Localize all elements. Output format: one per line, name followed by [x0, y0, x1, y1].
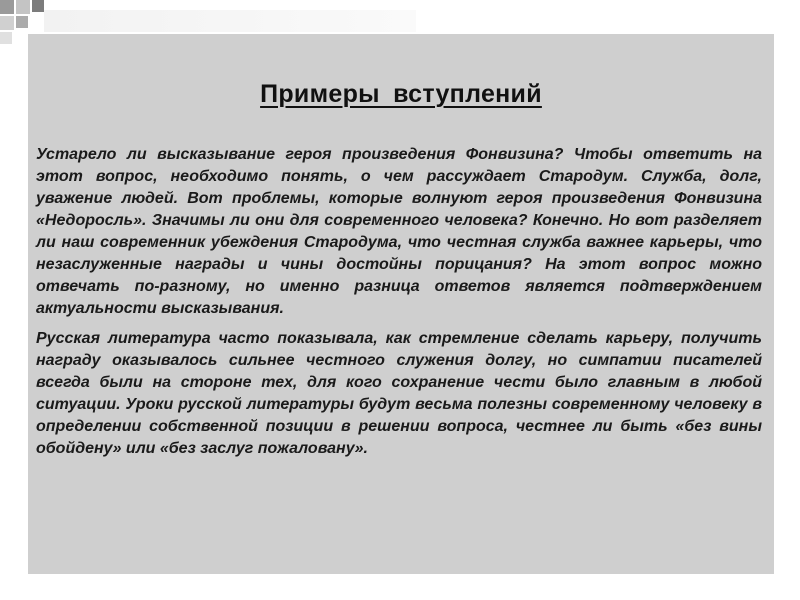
slide-body: [36, 144, 762, 468]
decor-square: [32, 0, 44, 12]
paragraph-2: Русская литература часто показывала, как стремление сделать карьеру, получить награду оказывалось сильнее честного служения долгу, но симпатии писателей всегда были на стороне тех, для кого сохранение чести было главным в любой ситуации. Уроки русской литературы будут весьма полезны современному человеку в определении собственной позиции в решении вопроса, честнее ли быть «без вины обойдену» или «без заслуг пожаловану».: [36, 330, 762, 457]
slide-title: [28, 80, 774, 109]
content-panel: [28, 34, 774, 574]
paragraph-1: Устарело ли высказывание героя произведения Фонвизина? Чтобы ответить на этот вопрос, необходимо понять, о чем рассуждает Стародум. Служба, долг, уважение людей. Вот проблемы, которые волнуют героя произведения Фонвизина «Недоросль». Значимы ли они для современного человека? Конечно. Но вот разделяет ли наш современник убеждения Стародума, что честная служба важнее карьеры, что незаслуженные награды и чины достойны порицания? На этот вопрос можно отвечать по-разному, но именно разница ответов является подтверждением актуальности высказывания.: [36, 146, 762, 317]
top-decor-bar: [44, 10, 416, 32]
decor-square: [0, 16, 14, 30]
decor-square: [16, 16, 28, 28]
slide-title-text: Примеры вступлений: [260, 80, 542, 108]
decor-square: [0, 0, 14, 14]
decor-square: [16, 0, 30, 14]
decor-square: [0, 32, 12, 44]
